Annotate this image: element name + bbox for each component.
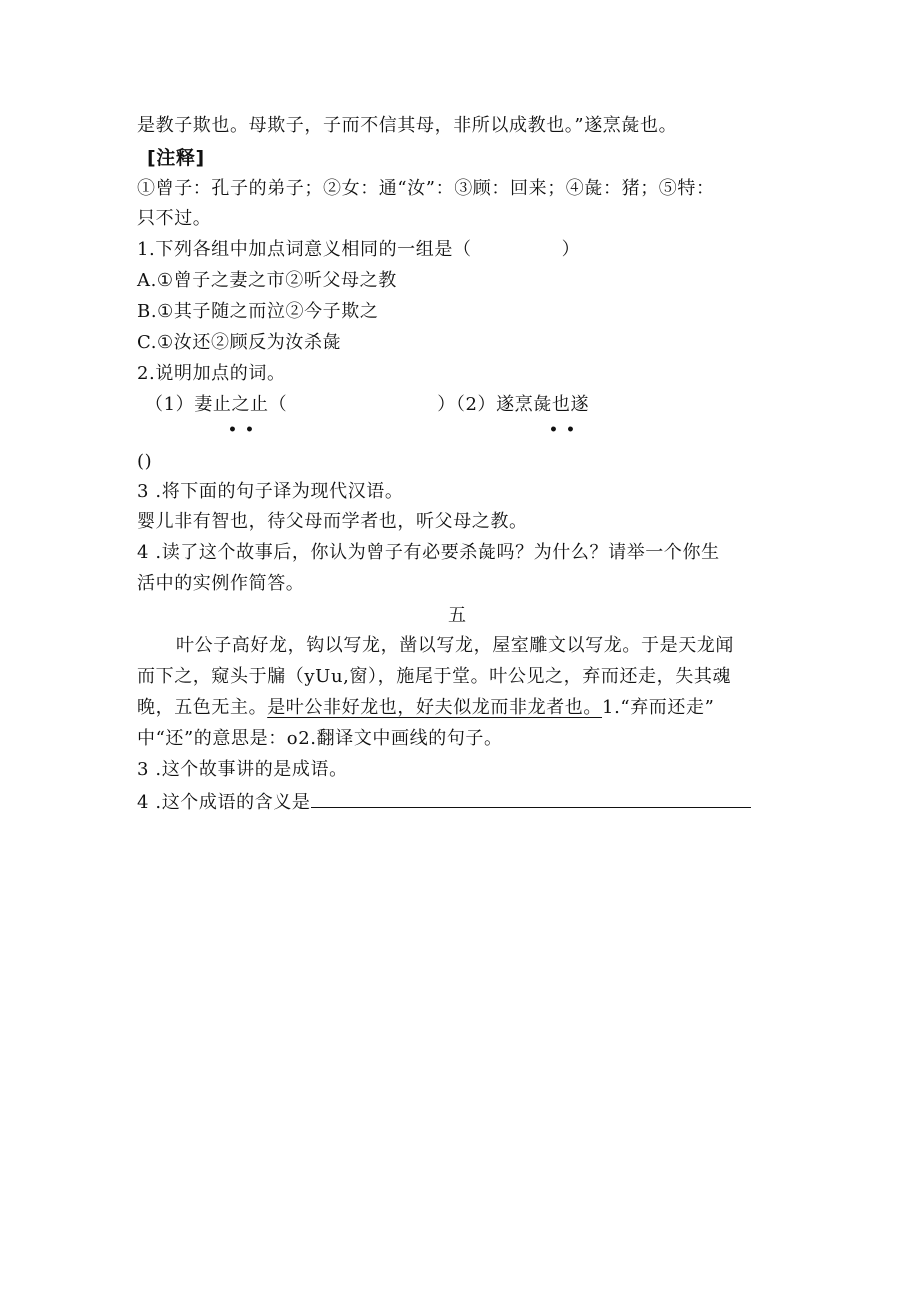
question-4-cont: 活中的实例作简答。 <box>137 573 305 594</box>
passage-line <box>137 696 714 720</box>
question-4: 4 .读了这个故事后，你认为曾子有必要杀彘吗？为什么？请举一个你生 <box>137 542 720 563</box>
emphasis-dots: •• <box>549 422 583 438</box>
section-number: 五 <box>448 605 467 626</box>
answer-blank-line[interactable] <box>311 789 751 808</box>
question-1 <box>137 238 580 262</box>
emphasis-dots: •• <box>228 422 262 438</box>
passage-text: 晚，五色无主。 <box>137 697 268 718</box>
question-3: 3 .将下面的句子译为现代汉语。 <box>137 481 404 502</box>
question-2: 2.说明加点的词。 <box>137 363 286 384</box>
option-b: B.①其子随之而泣②今子欺之 <box>137 301 379 322</box>
question-4-text: 4 .这个成语的含义是 <box>137 792 311 813</box>
text-line: 是教子欺也。母欺子，子而不信其母，非所以成教也。”遂烹彘也。 <box>137 115 678 136</box>
option-a: A.①曾子之妻之市②听父母之教 <box>137 270 397 291</box>
option-c: C.①汝还②顾反为汝杀彘 <box>137 332 342 353</box>
question-2-items <box>145 393 589 417</box>
question-1-text: 1.“弃而还走” <box>602 697 715 718</box>
notes-line: 只不过。 <box>137 208 212 229</box>
notes-heading: [注释] <box>147 147 205 169</box>
underlined-sentence: 是叶公非好龙也，好夫似龙而非龙者也。 <box>267 697 603 718</box>
question-2-item-2: ）（2）遂烹彘也遂 <box>437 394 590 415</box>
answer-parens: () <box>137 451 153 472</box>
sentence-to-translate: 婴儿非有智也，待父母而学者也，听父母之教。 <box>137 511 528 532</box>
notes-line: ①曾子：孔子的弟子；②女：通“汝”：③顾：回来；④彘：猪；⑤特： <box>137 178 715 199</box>
question-1-text: 1.下列各组中加点词意义相同的一组是（ <box>137 239 472 260</box>
question-3: 3 .这个故事讲的是成语。 <box>137 759 348 780</box>
question-2-item-1: （1）妻止之止（ <box>145 394 288 415</box>
question-4 <box>137 789 751 815</box>
question-line: 中“还”的意思是：o2.翻译文中画线的句子。 <box>137 728 503 749</box>
passage-line: 而下之，窥头于牖（yUu,窗），施尾于堂。叶公见之，弃而还走，失其魂 <box>137 666 732 687</box>
question-1-close: ） <box>561 239 581 260</box>
passage-line: 叶公子高好龙，钩以写龙，凿以写龙，屋室雕文以写龙。于是天龙闻 <box>176 635 734 656</box>
